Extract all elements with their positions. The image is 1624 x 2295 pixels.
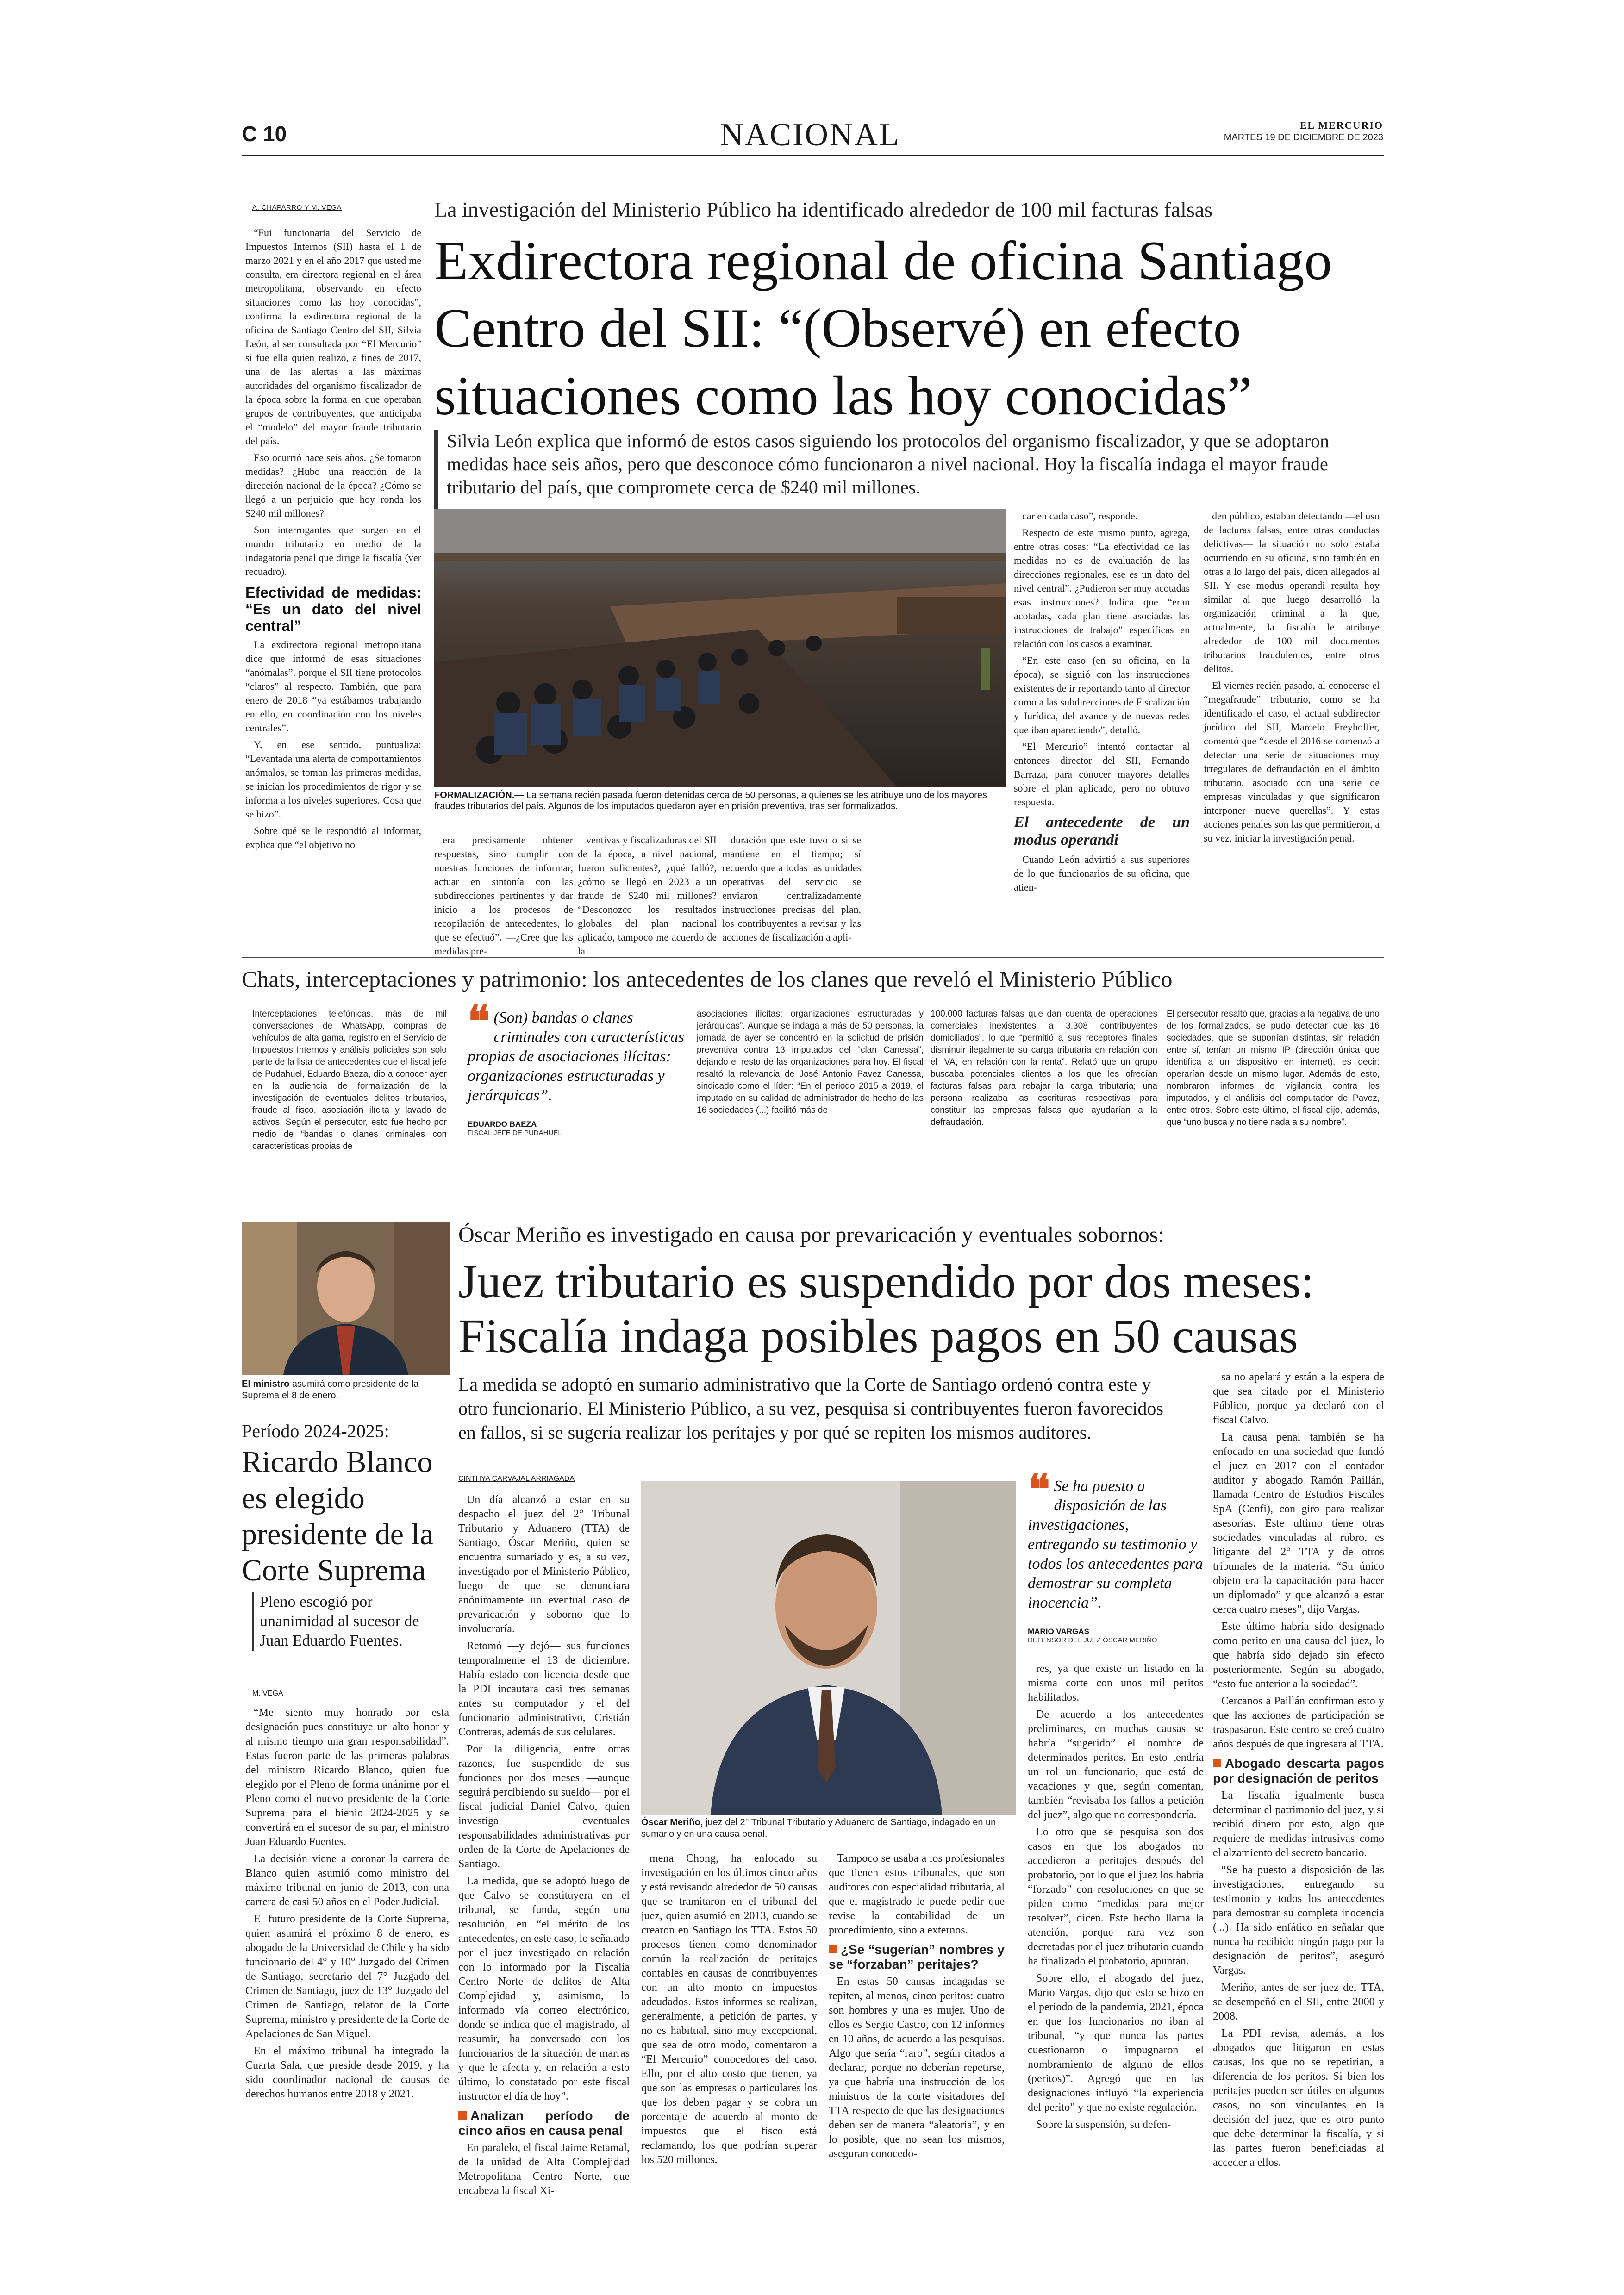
pull-quote-role: DEFENSOR DEL JUEZ ÓSCAR MERIÑO — [1028, 1636, 1157, 1644]
paragraph: Son interrogantes que surgen en el mundo tributario en medio de la indagatoria penal que dirige la fiscalía (ver recuadro). — [245, 524, 421, 577]
caption-label: El ministro — [242, 1379, 290, 1389]
section-divider — [242, 957, 1384, 958]
caption-label: FORMALIZACIÓN.— — [434, 790, 524, 800]
paragraph: Tampoco se usaba a los profesionales que tienen estos tribunales, que son auditores con especialidad tributaria, al que el magistrado le puede pedir que revise la contabilidad de un procedimiento, sino a externos. — [829, 1852, 1005, 1936]
article1-left-column — [245, 226, 421, 854]
paragraph: era precisamente obtener respuestas, sino cumplir con nuestras funciones de informar, actuar en sintonía con las subdirecciones pertinentes y dar inicio a los procesos de recopilación de antecedentes, lo que se efectuó”. —¿Cree que las medidas pre- — [434, 834, 573, 957]
article1-byline: A. CHAPARRO Y M. VEGA — [252, 204, 342, 212]
chats-column: 100.000 facturas falsas que dan cuenta de operaciones comerciales inexistentes a 3.308 contribuyentes domiciliados”, lo que “permitió a sus receptores finales disminuir ilegalmente su carga tributaria en relación con el IVA, en relación con la renta”. Relató que un grupo buscaba potenciales clientes a los que les ofrecían facturas falsas para rebajar la carga tributaria; una persona realizaba las escrituras respectivas para constituir las empresas falsas que ayudarían a la defraudación. — [931, 1009, 1157, 1127]
paragraph: car en cada caso”, responde. — [1022, 510, 1138, 522]
pull-quote-text: Se ha puesto a disposición de las investigaciones, entregando su testimonio y todos los antecedentes para demostrar su completa inocencia”. — [1028, 1478, 1203, 1611]
paragraph: El viernes recién pasado, al conocerse el “megafraude” tributario, como se ha identificado el caso, el actual subdirector jurídico del SII, Marcelo Freyhoffer, comentó que “desde el 2016 se comenzó a detectar una serie de situaciones muy irregulares de defraudación en el ámbito tributario, asociado con una serie de empresas vinculadas y que significaron interponer nueve querellas”. Y estas acciones penales son las que permitieron, a su vez, iniciar la investigación penal. — [1204, 680, 1380, 844]
pull-quote — [468, 999, 685, 1137]
judge-portrait-photo — [242, 1222, 450, 1375]
article2-byline: CINTHYA CARVAJAL ARRIAGADA — [458, 1475, 575, 1483]
pull-quote-text: (Son) bandas o clanes criminales con características propias de asociaciones ilícitas: organizaciones estructuradas y jerárquicas”. — [468, 1009, 685, 1104]
issue-date: MARTES 19 DE DICIEMBRE DE 2023 — [1224, 132, 1383, 143]
paragraph: La medida, que se adoptó luego de que Calvo se constituyera en el tribunal, se funda, según una resolución, en “el mérito de los antecedentes, en este caso, lo señalado por el juez investigado en relación con lo informado por la Fiscalía Centro Norte de delitos de Alta Complejidad y, asimismo, lo informado vía correo electrónico, donde se indica que el magistrado, al reasumir, ha conversado con los funcionarios de la situación de marras y que le afecta y, en relación a esto último, lo constatado por este fiscal instructor el día de hoy”. — [458, 1875, 630, 2102]
quote-mark-icon: ❝ — [468, 999, 490, 1045]
article1-column — [1204, 509, 1380, 848]
article1-column — [434, 833, 573, 961]
article1-subhead: El antecedente de un modus operandi — [1014, 814, 1190, 848]
chats-column: asociaciones ilícitas: organizaciones estructuradas y jerárquicas”. Aunque se indaga a más de 50 personas, la jornada de ayer se concentró en la solicitud de prisión preventiva contra 13 imputados del “clan Canessa”, dejando el resto de las organizaciones para hoy. El fiscal resaltó la relevancia de José Antonio Pavez Canessa, sindicado como el líder: “En el periodo 2015 a 2019, el imputado en su calidad de administrador de hecho de las 16 sociedades (...) facilitó más de — [697, 1009, 924, 1115]
article1-deck: Silvia León explica que informó de estos casos siguiendo los protocolos del organismo fiscalizador, y que se adoptaron medidas hace seis años, pero que desconoce cómo funcionaron a nivel nacional. Hoy la fiscalía indaga el mayor fraude tributario del país, que compromete cerca de $240 mil millones. — [447, 430, 1330, 498]
paragraph: Lo otro que se pesquisa son dos casos en que los abogados no accedieron a peritajes después del probatorio, por lo que el juez los habría “forzado” con resoluciones en que se piden como “medidas para mejor resolver”, dicen. Este hecho llama la atención, porque rara vez son decretadas por el juez tributario cuando ha finalizado el probatorio, apuntan. — [1028, 1826, 1204, 1967]
paragraph: La fiscalía igualmente busca determinar el patrimonio del juez, y si recibió dinero por esto, algo que requiere de medidas intrusivas como el alzamiento del secreto bancario. — [1213, 1790, 1384, 1859]
article2-column — [829, 1852, 1005, 2164]
deck-bar — [434, 430, 438, 518]
paragraph: En estas 50 causas indagadas se repiten, al menos, cinco peritos: cuatro son hombres y una es mujer. Uno de ellos es Sergio Castro, con 12 informes en 10 años, de acuerdo a las pesquisas. Algo que sería “raro”, según citados a declarar, porque no deberían repetirse, ya que habría una instrucción de los ministros de la corte visitadores del TTA respecto de que las designaciones deben ser de manera “aleatoria”, y en lo posible, que no sean los mismos, aseguran conocedo- — [829, 1976, 1005, 2160]
paragraph: “Se ha puesto a disposición de las investigaciones, entregando su testimonio y todos los antecedentes para demostrar su completa inocencia (...). Ha sido enfático en señalar que nunca ha recibido ningún pago por la designación de peritos”, aseguró Vargas. — [1213, 1864, 1384, 1977]
chats-box-title: Chats, interceptaciones y patrimonio: los antecedentes de los clanes que reveló el Ministerio Público — [242, 966, 1173, 992]
judge-merino-image — [641, 1481, 1016, 1815]
paragraph: La PDI revisa, además, a los abogados que litigaron en estas causas, los que no se repetirían, a diferencia de los peritos. Si bien los peritajes pueden ser útiles en algunos casos, no son vinculantes en la decisión del juez, que es otro punto que debe determinar la fiscalía, y si las partes fueron beneficiadas al acceder a ellos. — [1213, 2027, 1384, 2169]
paragraph: Sobre la suspensión, su defen- — [1036, 2119, 1171, 2131]
article1-column — [722, 833, 861, 947]
paragraph: Retomó —y dejó— sus funciones temporalmente el 13 de diciembre. Había estado con licencia desde que la PDI incautara casi tres semanas antes su computador y el del funcionario administrativo, Cristián Contreras, además de sus celulares. — [458, 1640, 630, 1738]
masthead-name: EL MERCURIO — [1299, 119, 1383, 131]
article2-column — [1213, 1370, 1384, 2173]
masthead — [1224, 119, 1383, 143]
section-title: NACIONAL — [720, 117, 900, 153]
paragraph: “El Mercurio” intentó contactar al entonces director del SII, Fernando Barraza, para conocer mayores detalles sobre el plan aplicado, pero no obtuvo respuesta. — [1014, 741, 1190, 808]
sidebar-body — [245, 1706, 449, 2104]
photo-caption — [641, 1817, 1016, 1840]
chats-column: Interceptaciones telefónicas, más de mil conversaciones de WhatsApp, compras de vehículos de alta gama, registro en el Servicio de Impuestos Internos y análisis policiales son solo parte de la lista de antecedentes que el fiscal jefe de Pudahuel, Eduardo Baeza, dio a conocer ayer en la audiencia de formalización de la investigación de eventuales delitos tributarios, fraude al fisco, asociación ilícita y lavado de activos. Según el persecutor, esto fue hecho por medio de “bandas o clanes criminales con características propias de — [252, 1009, 447, 1151]
paragraph: Eso ocurrió hace seis años. ¿Se tomaron medidas? ¿Hubo una reacción de la dirección nacional de la época? ¿Cómo se llegó a un perjuicio que hoy ronda los $240 mil millones? — [245, 452, 421, 519]
paragraph: De acuerdo a los antecedentes preliminares, en muchas causas se habría “sugerido” el nombre de determinados peritos. En esto tendría un rol un funcionario, que está de vacaciones y que, según comentan, también “revisaba los fallos a petición del juez”, algo que no correspondería. — [1028, 1709, 1204, 1821]
courtroom-photo — [434, 509, 1006, 787]
portrait-caption — [242, 1378, 455, 1402]
paragraph: “Me siento muy honrado por esta designación pues constituye un alto honor y al mismo tiempo una gran responsabilidad”. Estas fueron parte de las primeras palabras del ministro Ricardo Blanco, quien fue elegido por el Pleno de forma unánime por el Pleno como el nuevo presidente de la Corte Suprema para el bienio 2024-2025 y se convertirá en el sucesor de su par, el ministro Juan Eduardo Fuentes. — [245, 1707, 449, 1848]
paragraph: res, ya que existe un listado en la misma corte con unos mil peritos habilitados. — [1028, 1663, 1204, 1703]
article1-column — [1014, 509, 1190, 897]
paragraph: En el máximo tribunal ha integrado la Cuarta Sala, que preside desde 2019, y ha sido coordinador nacional de causas de derechos humanos entre 2018 y 2021. — [245, 2045, 449, 2100]
judge-portrait-image — [242, 1222, 450, 1375]
judge-meri-o-photo — [641, 1481, 1016, 1815]
paragraph: La exdirectora regional metropolitana dice que informó de esas situaciones “anómalas”, porque el SII tiene protocolos “claros” al respecto. También, que para enero de 2018 “ya estábamos trabajando en ello, en coordinación con los niveles centrales”. — [245, 639, 421, 734]
article1-column — [578, 833, 717, 961]
article2-column — [1028, 1662, 1204, 2135]
paragraph: La decisión viene a coronar la carrera de Blanco quien asumió como ministro del máximo tribunal en junio de 2013, con una carrera de casi 50 años en el Poder Judicial. — [245, 1853, 449, 1908]
pull-quote — [1028, 1467, 1204, 1644]
paragraph: sa no apelará y están a la espera de que sea citado por el Ministerio Público, porque ya declaró con el fiscal Calvo. — [1213, 1371, 1384, 1426]
paragraph: Respecto de este mismo punto, agrega, entre otras cosas: “La efectividad de las medidas no es de evaluación de las direcciones regionales, ese es un dato del nivel central”. ¿Pudieron ser muy acotadas esas instrucciones? Indica que “eran acotadas, cada plan tiene asociadas las instrucciones de trabajo” específicas en relación con los casos a examinar. — [1014, 527, 1190, 649]
paragraph: Este último habría sido designado como perito en una causa del juez, lo que habría sido dejado sin efecto posteriormente. Según su abogado, “esto fue anterior a la sociedad”. — [1213, 1621, 1384, 1690]
paragraph: Un día alcanzó a estar en su despacho el juez del 2° Tribunal Tributario y Aduanero (TTA) de Santiago, Óscar Meriño, quien se encuentra sumariado y es, a su vez, investigado por el Ministerio Público, luego de que se denunciara anónimamente un eventual caso de prevaricación y soborno que lo involucraría. — [458, 1494, 630, 1635]
article2-column — [641, 1852, 817, 2170]
paragraph: Cuando León advirtió a sus superiores de lo que funcionarios de su oficina, que atien- — [1014, 854, 1190, 893]
chats-column: El persecutor resaltó que, gracias a la negativa de uno de los formalizados, se pudo detectar que las 16 sociedades, que se suponían distintas, sin relación entre sí, tenían un mismo IP (dirección única que identifica a un dispositivo en internet), es decir: operarían desde un mismo lugar. Además de esto, nombraron informes de vigilancia contra los imputados, y el análisis del computador de Pavez, entre otros. Sobre este último, el fiscal dijo, además, que “uno busca y no tiene nada a su nombre”. — [1167, 1009, 1380, 1127]
quote-mark-icon: ❝ — [1028, 1467, 1050, 1513]
photo-caption — [434, 790, 1006, 812]
article1-kicker: La investigación del Ministerio Público ha identificado alrededor de 100 mil facturas falsas — [434, 198, 1213, 221]
paragraph: Sobre ello, el abogado del juez, Mario Vargas, dijo que esto se hizo en el periodo de la pandemia, 2021, época en que los funcionarios no iban al tribunal, “y que nunca las partes cuestionaron o impugnaron el nombramiento de alguno de ellos (peritos)”. Agregó que en las designaciones influyó “la experiencia del perito” y que no existe regulación. — [1028, 1972, 1204, 2114]
paragraph: den público, estaban detectando —el uso de facturas falsas, entre otras conductas delictivas— la situación no solo estaba ocurriendo en su oficina, sino también en otras a lo largo del país, dicen allegados al SII. Y ese modus operandi resulta hoy similar al que luego desarrolló la organización criminal a la que, actualmente, la fiscalía le atribuye alrededor de 100 mil documentos tributarios fraudulentos, entre otros delitos. — [1204, 510, 1380, 674]
article2-column — [458, 1493, 630, 2201]
paragraph: “En este caso (en su oficina, en la época), se siguió con las instrucciones existentes de ir reportando tanto al director como a las subdirecciones de Fiscalización y Jurídica, del avance y de nuevas redes que iban apareciendo”, detalló. — [1014, 655, 1190, 736]
pull-quote-attribution: EDUARDO BAEZA — [468, 1115, 685, 1129]
paragraph: Sobre qué se le respondió al informar, explica que “el objetivo no — [245, 825, 421, 850]
sidebar-headline: Ricardo Blanco es elegido presidente de la Corte Suprema — [242, 1445, 434, 1587]
paragraph: “Fui funcionaria del Servicio de Impuestos Internos (SII) hasta el 1 de marzo 2021 y en el año 2017 que usted me consulta, era directora regional en el área metropolitana, observando en efecto situaciones como las hoy conocidas”, confirma la exdirectora regional de la oficina de Santiago Centro del SII, Silvia León, al ser consultada por “El Mercurio” si fue ella quien realizó, a fines de 2017, una de las alertas a las máximas autoridades del organismo fiscalizador de la época sobre la forma en que operaban grupos de contribuyentes, que anticipaba el “modelo” del mayor fraude tributario del país. — [245, 227, 421, 447]
page-number: C 10 — [242, 122, 287, 146]
paragraph: Y, en ese sentido, puntualiza: “Levantada una alerta de comportamientos anómalos, se toman las primeras medidas, se inician los procedimientos de rigor y se informa a los niveles superiores. Cosa que se hizo”. — [245, 739, 421, 820]
sidebar-byline: M. VEGA — [252, 1690, 283, 1697]
header-rule — [242, 155, 1384, 156]
article1-headline: Exdirectora regional de oficina Santiago Centro del SII: “(Observé) en efecto situaciones como las hoy conocidas” — [434, 230, 1332, 426]
paragraph: Por la diligencia, entre otras razones, fue suspendido de sus funciones por dos meses —aunque seguirá percibiendo su sueldo— por el fiscal judicial Daniel Calvo, quien investiga eventuales responsabilidades administrativas por orden de la Corte de Apelaciones de Santiago. — [458, 1743, 630, 1870]
paragraph: La causa penal también se ha enfocado en una sociedad que fundó el juez en 2017 con el contador auditor y abogado Ramón Paillán, llamada Centro de Estudios Fiscales SpA (Cenfi), con giro para realizar asesorías. Este ultimo tiene otras sociedades vinculadas al rubro, es litigante del 2° TTA y de otros tribunales de la materia. “Su único objeto era la capacitación para hacer un diplomado” y que alcanzó a estar cerca cuatro meses”, dijo Vargas. — [1213, 1431, 1384, 1615]
courtroom-photo-image — [434, 509, 1006, 787]
pull-quote-attribution: MARIO VARGAS — [1028, 1622, 1204, 1636]
article2-headline: Juez tributario es suspendido por dos meses: Fiscalía indaga posibles pagos en 50 causas — [458, 1255, 1314, 1363]
article2-subhead: Abogado descarta pagos por designación de peritos — [1213, 1756, 1384, 1785]
paragraph: En paralelo, el fiscal Jaime Retamal, de la unidad de Alta Complejidad Metropolitana Centro Norte, que encabeza la fiscal Xi- — [458, 2142, 630, 2197]
article2-subhead: ¿Se “sugerían” nombres y se “forzaban” peritajes? — [829, 1942, 1005, 1971]
article2-subhead: Analizan período de cinco años en causa penal — [458, 2108, 630, 2138]
article2-deck: La medida se adoptó en sumario administrativo que la Corte de Santiago ordenó contra este y otro funcionario. El Ministerio Público, a su vez, pesquisa si contribuyentes fueron favorecidos en fallos, si se sugería realizar los peritajes y por qué se repiten los mismos auditores. — [458, 1374, 1163, 1443]
sidebar-kicker: Período 2024-2025: — [242, 1421, 389, 1441]
caption-text: La semana recién pasada fueron detenidas cerca de 50 personas, a quienes se les atribuye uno de los mayores fraudes tributarios del país. Algunos de los imputados quedaron ayer en prisión preventiva, tras ser formalizados. — [434, 790, 987, 811]
paragraph: El futuro presidente de la Corte Suprema, quien asumirá el próximo 8 de enero, es abogado de la Universidad de Chile y ha sido funcionario del 4° y 10° Juzgado del Crimen de Santiago, secretario del 7° Juzgado del Crimen de Santiago, juez de 13° Juzgado del Crimen de Santiago, relator de la Corte Suprema, ministro y presidente de la Corte de Apelaciones de San Miguel. — [245, 1913, 449, 2040]
paragraph: ventivas y fiscalizadoras del SII de la época, a nivel nacional, fueron suficientes?, ¿qué falló?, ¿cómo se llegó en 2023 a un fraude de $240 mil millones? “Desconozco los resultados globales del plan nacional aplicado, tampoco me acuerdo de la — [578, 834, 717, 957]
paragraph: duración que este tuvo o si se mantiene en el tiempo; sí recuerdo que a todas las unidades operativas del servicio se enviaron centralizadamente instrucciones precisas del plan, los contribuyentes a revisar y las acciones de fiscalización a apli- — [722, 834, 861, 943]
paragraph: mena Chong, ha enfocado su investigación en los últimos cinco años y está revisando alrededor de 50 causas que se tramitaron en el tribunal del juez, quien asumió en 2013, cuando se crearon en Santiago los TTA. Estos 50 procesos tienen como denominador común la realización de peritajes contables en causas de contribuyentes con un alto monto en impuestos adeudados. Estos informes se realizan, generalmente, a petición de partes, y no es habitual, sino muy excepcional, que sea de otro modo, comentaron a “El Mercurio” conocedores del caso. Ello, por el alto costo que tienen, ya que son las empresas o particulares los que los deben pagar y se cobra un porcentaje de acuerdo al monto de impuestos que el fisco está reclamando, los que podrían superar los 520 millones. — [641, 1852, 817, 2166]
paragraph: Cercanos a Paillán confirman esto y que las acciones de participación se traspasaron. Este centro se creó cuatro años después de que ingresara al TTA. — [1213, 1695, 1384, 1750]
article2-kicker: Óscar Meriño es investigado en causa por prevaricación y eventuales sobornos: — [458, 1222, 1164, 1247]
pull-quote-role: FISCAL JEFE DE PUDAHUEL — [468, 1129, 562, 1137]
caption-text: asumirá como presidente de la Suprema el 8 de enero. — [242, 1379, 419, 1401]
sidebar-deck: Pleno escogió por unanimidad al sucesor de Juan Eduardo Fuentes. — [252, 1592, 442, 1651]
article1-subhead: Efectividad de medidas: “Es un dato del nivel central” — [245, 584, 421, 634]
caption-text: juez del 2° Tribunal Tributario y Aduanero de Santiago, indagado en un sumario y en una causa penal. — [641, 1817, 996, 1839]
paragraph: Meriño, antes de ser juez del TTA, se desempeñó en el SII, entre 2000 y 2008. — [1213, 1982, 1384, 2022]
caption-label: Óscar Meriño, — [641, 1817, 703, 1827]
